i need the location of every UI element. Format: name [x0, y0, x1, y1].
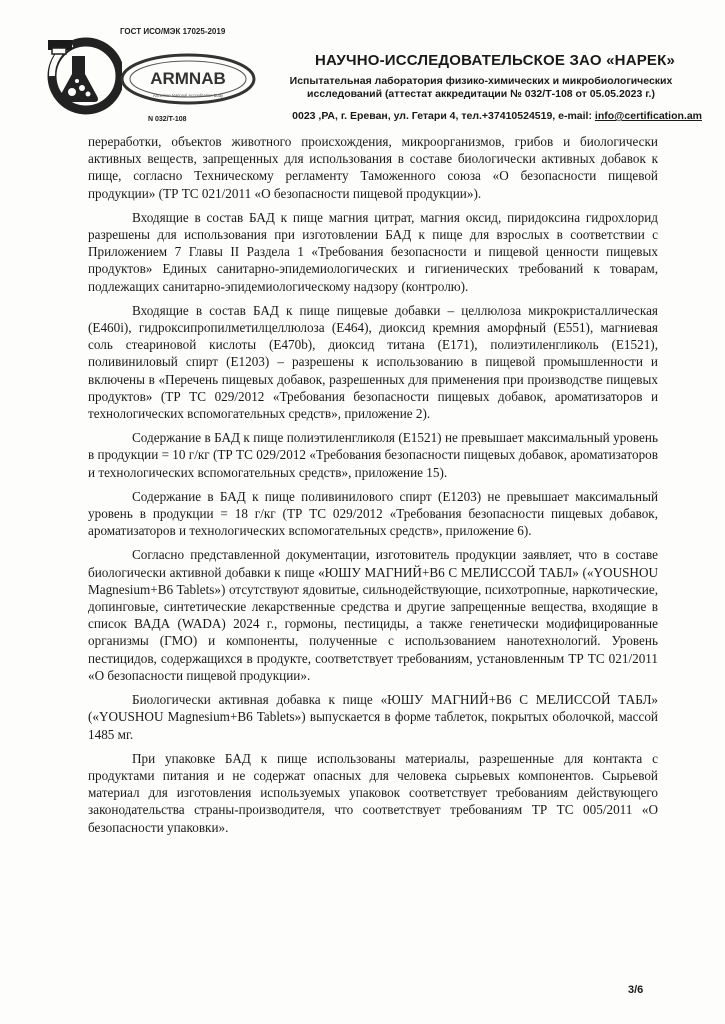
document-body [88, 133, 658, 843]
paragraph: При упаковке БАД к пище использованы материалы, разрешенные для контакта с продуктами питания и не содержат опасных для человека сырьевых компонентов. Сырьевой материал для изготовления используемых упаковок соответствует требованиям действующего законодательства страны-производителя, что соответствует требованиям ТР ТС 005/2011 «О безопасности упаковки». [88, 750, 658, 835]
accreditation-number: N 032/T-108 [148, 116, 187, 123]
paragraph: Согласно представленной документации, изготовитель продукции заявляет, что в составе биологически активной добавки к пище «ЮШУ МАГНИЙ+В6 С МЕЛИССОЙ ТАБЛ» («YOUSHOU Magnesium+B6 Tablets») отсутствуют ядовитые, сильнодействующие, психотропные, наркотические, допинговые, синтетические лекарственные средства и другие запрещенные вещества, входящие в список ВАДА (WADA) 2024 г., гормоны, пестициды, а также генетически модифицированные организмы (ГМО) и компоненты, полученные с использованием нанотехнологий. Уровень пестицидов, содержащихся в продукте, соответствует требованиям, установленным ТР ТС 021/2011 «О безопасности пищевой продукции». [88, 547, 658, 683]
lab-description-line2: исследований (аттестат аккредитации № 032/Т-108 от 05.05.2023 г.) [307, 88, 655, 100]
address-text: 0023 ,РА, г. Ереван, ул. Гетари 4, тел.+37410524519, e-mail: [292, 110, 595, 122]
paragraph: Биологически активная добавка к пище «ЮШУ МАГНИЙ+В6 С МЕЛИССОЙ ТАБЛ» («YOUSHOU Magnesium+B6 Tablets») выпускается в форме таблеток, покрытых оболочкой, массой 1485 мг. [88, 692, 658, 742]
armnab-logo-subtitle: Armenian National Accreditation Body [152, 93, 224, 98]
armnab-logo [118, 52, 258, 106]
lab-description-line1: Испытательная лаборатория физико-химических и микробиологических [289, 75, 673, 87]
paragraph: Содержание в БАД к пище полиэтиленгликоля (E1521) не превышает максимальный уровень в продукции = 10 г/кг (ТР ТС 029/2012 «Требования безопасности пищевых добавок, ароматизаторов и технологических вспомогательных средств», приложение 15). [88, 430, 658, 480]
lab-emblem-logo [42, 34, 122, 116]
organization-title: НАУЧНО-ИССЛЕДОВАТЕЛЬСКОЕ ЗАО «НАРЕК» [314, 52, 676, 69]
iso-standard-label: ГОСТ ИСО/МЭК 17025-2019 [120, 27, 226, 36]
lab-description [260, 75, 702, 101]
paragraph: Входящие в состав БАД к пище магния цитрат, магния оксид, пиридоксина гидрохлорид разрешены для использования при изготовлении БАД к пище для взрослых в соответствии с Приложением 7 Главы II Раздела 1 «Требования безопасности и пищевой ценности пищевых продуктов» Единых санитарно-эпидемиологических и гигиенических требований к товарам, подлежащих санитарно-эпидемиологическому надзору (контролю). [88, 209, 658, 294]
email-link[interactable]: info@certification.am [594, 110, 702, 122]
address-line [232, 110, 702, 122]
paragraph: переработки, объектов животного происхождения, микроорганизмов, грибов и биологически активных веществ, запрещенных для использования в составе биологически активных добавок к пище, согласно Техническому регламенту Таможенного союза «О безопасности пищевой продукции» (ТР ТС 021/2011 «О безопасности пищевой продукции»). [88, 134, 658, 201]
paragraph: Входящие в состав БАД к пище пищевые добавки – целлюлоза микрокристаллическая (E460i), гидроксипропилметилцеллюлоза (E464), диоксид кремния аморфный (E551), магниевая соль стеариновой кислоты (E470b), диоксид титана (E171), полиэтиленгликоль (E1521), поливиниловый спирт (E1203) – разрешены к использованию в пищевой промышленности и включены в «Перечень пищевых добавок, разрешенных для применения при производстве пищевых продуктов» (ТР ТС 029/2012 «Требования безопасности пищевых добавок, ароматизаторов и технологических вспомогательных средств», приложение 2). [88, 302, 658, 422]
armnab-logo-text: ARMNAB [150, 69, 226, 88]
paragraph: Содержание в БАД к пище поливинилового спирт (E1203) не превышает максимальный уровень в продукции = 18 г/кг (ТР ТС 029/2012 «Требования безопасности пищевых добавок, ароматизаторов и технологических вспомогательных средств», приложение 6). [88, 488, 658, 539]
page-number: 3/6 [628, 984, 644, 996]
